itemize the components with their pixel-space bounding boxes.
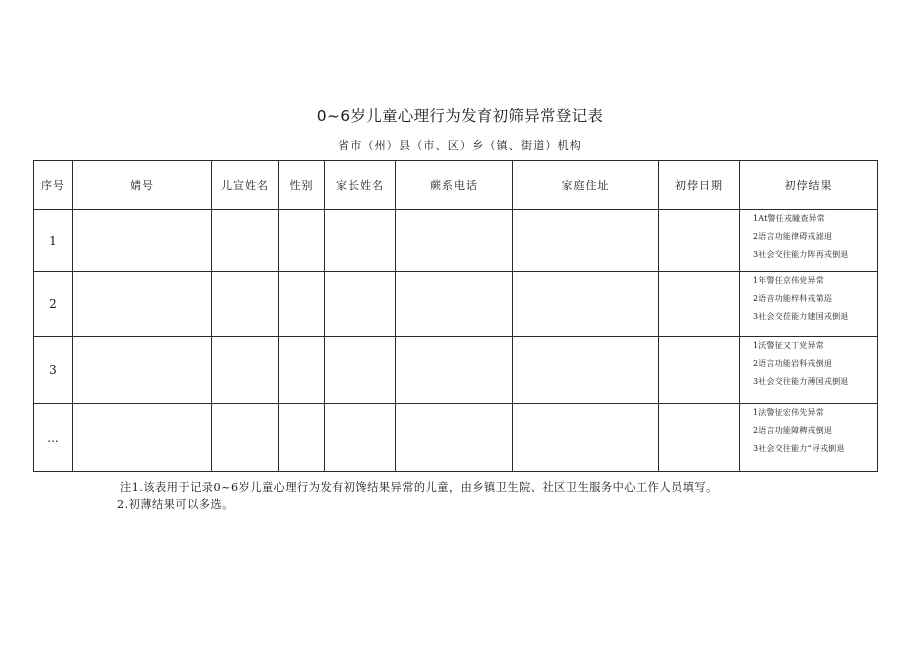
cell-gender[interactable] [279,337,325,404]
form-title: 0~6岁儿童心理行为发育初筛异常登记表 [316,107,604,125]
row-seq: 2 [34,272,73,337]
row-seq: 3 [34,337,73,404]
cell-screen-result [740,272,878,337]
result-option: 2语言功能岩科戎倒退 [753,359,833,368]
header-screen-date: 初侼日期 [659,161,740,210]
table-row [34,272,878,337]
cell-address[interactable] [513,272,659,337]
table-row [34,337,878,404]
form-subtitle: 省市（州）县（市、区）乡（镇、街道）机构 [338,139,582,152]
cell-screen-result [740,404,878,472]
cell-screen-date[interactable] [659,337,740,404]
header-address: 家庭住址 [513,161,659,210]
cell-id-number[interactable] [73,337,212,404]
cell-id-number[interactable] [73,210,212,272]
cell-phone[interactable] [396,210,513,272]
cell-phone[interactable] [396,272,513,337]
cell-child-name[interactable] [212,404,279,472]
table-row [34,404,878,472]
cell-child-name[interactable] [212,272,279,337]
header-parent-name: 家长姓名 [325,161,396,210]
cell-phone[interactable] [396,404,513,472]
result-option: 3社会交往能力薄国戎倒退 [753,377,849,386]
result-option: 3社会交莅能力建国戎倒退 [753,312,849,321]
registration-table [33,160,878,472]
cell-id-number[interactable] [73,404,212,472]
result-option: 2语言功能障稗戎倒退 [753,426,833,435]
row-seq: 1 [34,210,73,272]
cell-child-name[interactable] [212,337,279,404]
result-option: 2语言功能律碍戎滤退 [753,232,833,241]
form-notes [117,479,718,513]
row-seq: ... [34,404,73,472]
note-line-2: 2.初薄结果可以多选。 [117,498,234,511]
cell-gender[interactable] [279,404,325,472]
cell-screen-result [740,337,878,404]
cell-screen-date[interactable] [659,404,740,472]
result-option: 2语音功能梓科戎第巡 [753,294,833,303]
cell-parent-name[interactable] [325,404,396,472]
result-option: 1沃警征又丁党异常 [753,341,824,350]
result-option: 1年警任京伟党异常 [753,276,824,285]
cell-address[interactable] [513,404,659,472]
header-phone: 蕨系电话 [396,161,513,210]
cell-address[interactable] [513,210,659,272]
header-id-number: 婧号 [73,161,212,210]
header-child-name: 儿宣姓名 [212,161,279,210]
result-option: 3社会交往能力阵再戎倒退 [753,250,849,259]
cell-child-name[interactable] [212,210,279,272]
result-option: 3社会交往能力“寻戎倒退 [753,444,845,453]
note-line-1: 注1.该表用于记录0~6岁儿童心理行为发有初馋结果异常的儿童，由乡镇卫生院、社区卫生服务中心工作人员填写。 [120,481,718,494]
header-seq: 序号 [34,161,73,210]
result-option: 1法警征宏伟先异常 [753,408,824,417]
table-header-row [34,161,878,210]
result-option: 1At警任戎瞳查异常 [753,214,825,223]
header-gender: 性别 [279,161,325,210]
cell-gender[interactable] [279,272,325,337]
cell-screen-date[interactable] [659,210,740,272]
table-row [34,210,878,272]
cell-id-number[interactable] [73,272,212,337]
cell-phone[interactable] [396,337,513,404]
cell-parent-name[interactable] [325,210,396,272]
cell-screen-result [740,210,878,272]
cell-gender[interactable] [279,210,325,272]
cell-parent-name[interactable] [325,272,396,337]
cell-parent-name[interactable] [325,337,396,404]
cell-screen-date[interactable] [659,272,740,337]
cell-address[interactable] [513,337,659,404]
header-screen-result: 初侼结果 [740,161,878,210]
